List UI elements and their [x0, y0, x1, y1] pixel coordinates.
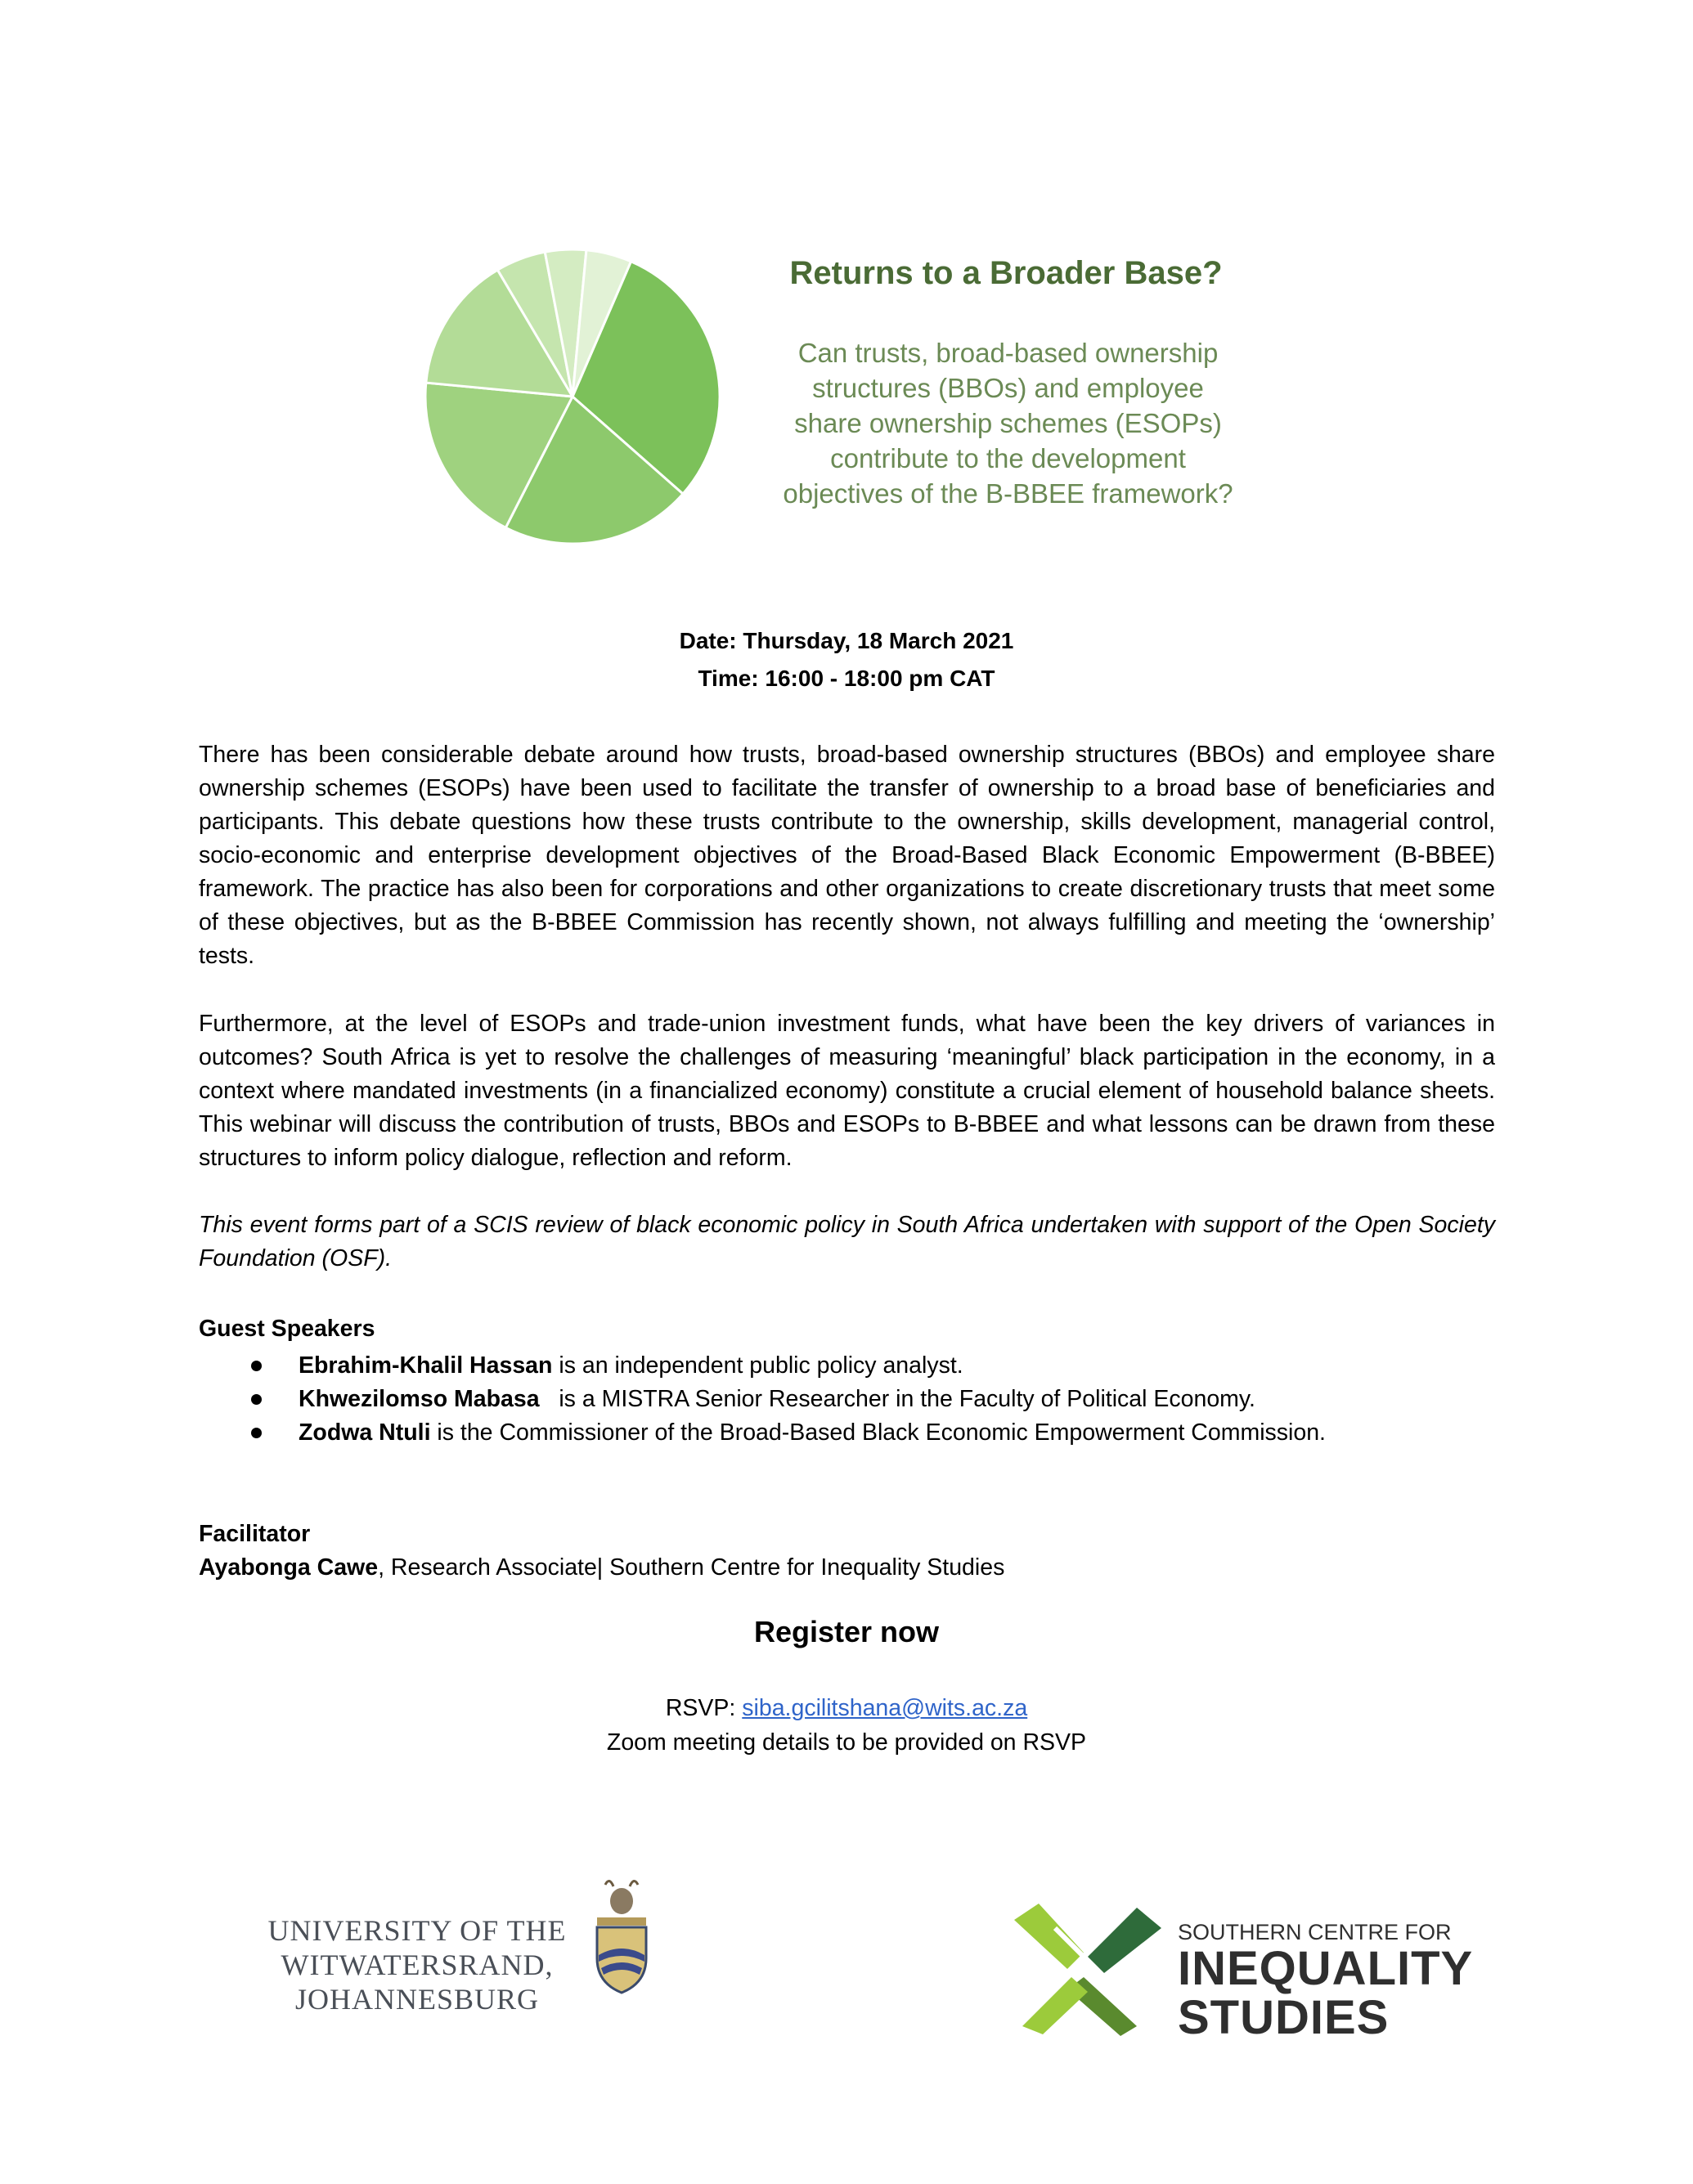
- speaker-item: [299, 1349, 1326, 1383]
- wits-logo-line: JOHANNESBURG: [294, 1983, 540, 2016]
- facilitator-role: , Research Associate| Southern Centre for Inequality Studies: [378, 1554, 1005, 1581]
- facilitator-line: [199, 1551, 1004, 1585]
- event-date: Date: Thursday, 18 March 2021: [679, 628, 1014, 653]
- speaker-item: [299, 1383, 1326, 1416]
- scis-logo-line: STUDIES: [1178, 1991, 1390, 2044]
- speaker-name: Ebrahim-Khalil Hassan: [299, 1352, 553, 1379]
- body-paragraph-1: There has been considerable debate around how trusts, broad-based ownership structures (BBOs) and employee share ownership schemes (ESOPs) have been used to facilitate the transfer of ownership to a broad base of beneficiaries and participants. This debate questions how these trusts contribute to the ownership, skills development, managerial control, socio-economic and enterprise development objectives of the Broad-Based Black Economic Empowerment (B-BBEE) framework. The practice has also been for corporations and other organizations to create discretionary trusts that meet some of these objectives, but as the B-BBEE Commission has recently shown, not always fulfilling and meeting the ‘ownership’ tests.: [199, 742, 1495, 969]
- rsvp-email-link[interactable]: siba.gcilitshana@wits.ac.za: [742, 1695, 1028, 1721]
- event-subtitle: [773, 335, 1243, 511]
- facilitator-block: [199, 1518, 1004, 1585]
- body-paragraph-2: Furthermore, at the level of ESOPs and trade-union investment funds, what have been the key drivers of variances in outcomes? South Africa is yet to resolve the challenges of measuring ‘meaningful’ black participation in the economy, in a context where mandated investments (in a financialized economy) constitute a crucial element of household balance sheets. This webinar will discuss the contribution of trusts, BBOs and ESOPs to B-BBEE and what lessons can be drawn from these structures to inform policy dialogue, reflection and reform.: [199, 1011, 1495, 1171]
- subtitle-line: share ownership schemes (ESOPs): [794, 408, 1222, 438]
- speaker-role: is the Commissioner of the Broad-Based Black Economic Empowerment Commission.: [430, 1419, 1326, 1446]
- subtitle-line: objectives of the B-BBEE framework?: [783, 478, 1233, 509]
- event-time: Time: 16:00 - 18:00 pm CAT: [698, 666, 995, 691]
- zoom-note: Zoom meeting details to be provided on RSVP: [606, 1729, 1087, 1756]
- subtitle-line: structures (BBOs) and employee: [812, 373, 1204, 403]
- scis-logo-text: [1178, 1922, 1473, 2042]
- speaker-role: is a MISTRA Senior Researcher in the Faculty of Political Economy.: [539, 1386, 1255, 1412]
- wits-logo-line: WITWATERSRAND,: [281, 1949, 554, 1981]
- register-heading: Register now: [753, 1615, 940, 1648]
- scis-logo-line: INEQUALITY: [1178, 1942, 1474, 1995]
- scis-logo-icon: [1006, 1895, 1170, 2038]
- subtitle-line: contribute to the development: [830, 443, 1186, 473]
- facilitator-name: Ayabonga Cawe: [199, 1554, 379, 1581]
- speaker-name: Zodwa Ntuli: [299, 1419, 431, 1446]
- scis-logo-top: SOUTHERN CENTRE FOR: [1178, 1920, 1452, 1944]
- body-paragraph-3: This event forms part of a SCIS review of black economic policy in South Africa undertaken with support of the Open Society Foundation (OSF).: [199, 1212, 1495, 1271]
- subtitle-line: Can trusts, broad-based ownership: [797, 338, 1219, 368]
- wits-crest-icon: [589, 1877, 654, 1999]
- speaker-role: is an independent public policy analyst.: [552, 1352, 963, 1379]
- rsvp-line: [0, 1695, 1693, 1722]
- decorative-pie-graphic: [421, 245, 724, 548]
- speakers-heading: Guest Speakers: [199, 1316, 375, 1342]
- wits-logo-line: UNIVERSITY OF THE: [267, 1914, 567, 1947]
- rsvp-prefix: RSVP:: [665, 1695, 743, 1721]
- speaker-item: [299, 1416, 1326, 1450]
- facilitator-heading: Facilitator: [199, 1521, 311, 1547]
- speaker-name: Khwezilomso Mabasa: [299, 1386, 540, 1412]
- event-title: Returns to a Broader Base?: [789, 255, 1223, 291]
- wits-logo-text: [254, 1913, 581, 2016]
- speakers-list: [199, 1349, 1326, 1450]
